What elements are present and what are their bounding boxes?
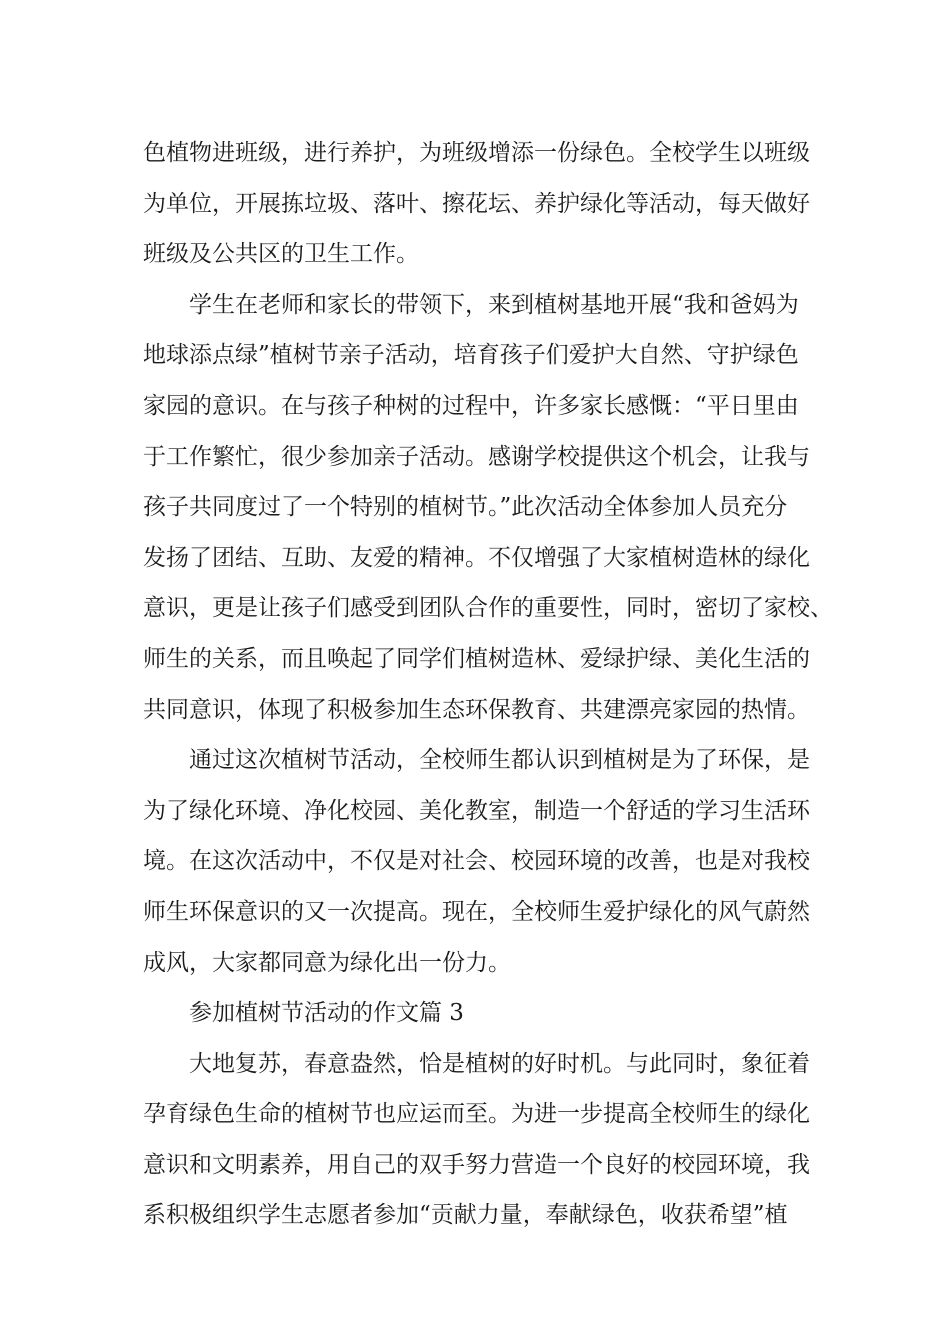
- paragraph-line: 发扬了团结、互助、友爱的精神。不仅增强了大家植树造林的绿化: [143, 544, 810, 571]
- paragraph-line: 地球添点绿”植树节亲子活动，培育孩子们爱护大自然、守护绿色: [143, 342, 799, 369]
- paragraph-line: 师生的关系，而且唤起了同学们植树造林、爱绿护绿、美化生活的: [143, 645, 810, 672]
- paragraph-line: 孩子共同度过了一个特别的植树节。”此次活动全体参加人员充分: [143, 494, 788, 521]
- paragraph-line: 于工作繁忙，很少参加亲子活动。感谢学校提供这个机会，让我与: [143, 443, 810, 470]
- paragraph-first-line: 大地复苏，春意盎然，恰是植树的好时机。与此同时，象征着: [189, 1050, 810, 1077]
- paragraph-line: 色植物进班级，进行养护，为班级增添一份绿色。全校学生以班级: [143, 140, 810, 166]
- paragraph-line: 意识和文明素养，用自己的双手努力营造一个良好的校园环境，我: [143, 1151, 810, 1178]
- paragraph-first-line: 通过这次植树节活动，全校师生都认识到植树是为了环保，是: [189, 747, 810, 774]
- paragraph-line: 班级及公共区的卫生工作。: [143, 241, 419, 268]
- paragraph-line: 家园的意识。在与孩子种树的过程中，许多家长感慨：“平日里由: [143, 392, 799, 419]
- paragraph-first-line: 参加植树节活动的作文篇 3: [189, 1000, 464, 1027]
- paragraph-line: 意识，更是让孩子们感受到团队合作的重要性，同时，密切了家校、: [143, 595, 833, 622]
- paragraph-line: 系积极组织学生志愿者参加“贡献力量，奉献绿色，收获希望”植: [143, 1202, 788, 1229]
- paragraph-line: 孕育绿色生命的植树节也应运而至。为进一步提高全校师生的绿化: [143, 1101, 810, 1128]
- paragraph-line: 为单位，开展拣垃圾、落叶、擦花坛、养护绿化等活动，每天做好: [143, 190, 810, 217]
- paragraph-line: 共同意识，体现了积极参加生态环保教育、共建漂亮家园的热情。: [143, 696, 810, 723]
- paragraph-line: 境。在这次活动中，不仅是对社会、校园环境的改善，也是对我校: [143, 848, 810, 875]
- paragraph-line: 为了绿化环境、净化校园、美化教室，制造一个舒适的学习生活环: [143, 797, 810, 824]
- paragraph-line: 成风，大家都同意为绿化出一份力。: [143, 949, 511, 976]
- document-body: [143, 128, 833, 1241]
- paragraph-line: 师生环保意识的又一次提高。现在，全校师生爱护绿化的风气蔚然: [143, 898, 810, 925]
- paragraph-first-line: 学生在老师和家长的带领下，来到植树基地开展“我和爸妈为: [189, 291, 799, 318]
